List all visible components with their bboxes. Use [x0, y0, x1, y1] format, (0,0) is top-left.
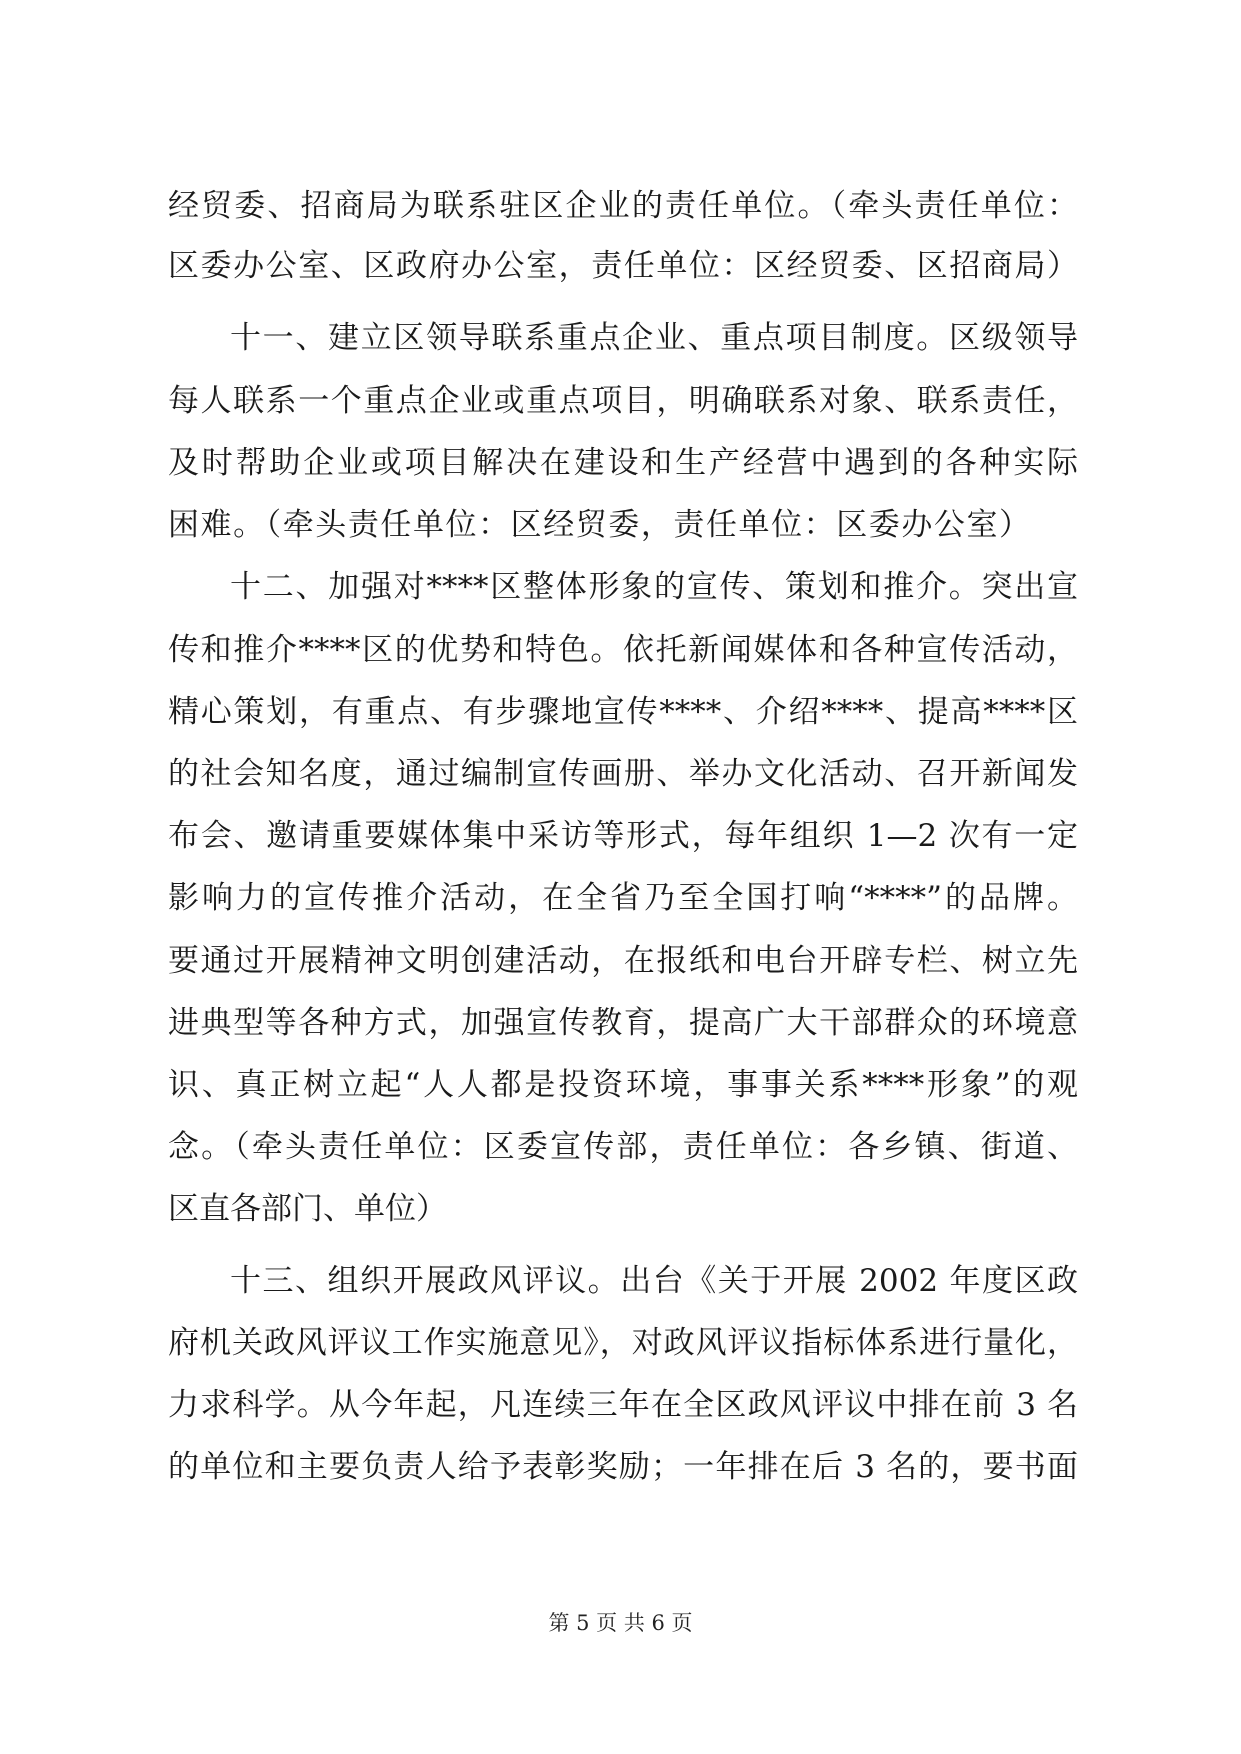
body-line: 经贸委、招商局为联系驻区企业的责任单位。（牵头责任单位： [168, 188, 1078, 224]
paragraph-heading-13: 十三、组织开展政风评议。出台《关于开展 2002 年度区政 [230, 1263, 1078, 1299]
body-line: 的单位和主要负责人给予表彰奖励；一年排在后 3 名的，要书面 [168, 1449, 1078, 1485]
body-line: 的社会知名度，通过编制宣传画册、举办文化活动、召开新闻发 [168, 756, 1078, 792]
paragraph-heading-12: 十二、加强对****区整体形象的宣传、策划和推介。突出宣 [230, 569, 1078, 605]
body-line: 要通过开展精神文明创建活动，在报纸和电台开辟专栏、树立先 [168, 943, 1078, 979]
body-line: 布会、邀请重要媒体集中采访等形式，每年组织 1—2 次有一定 [168, 818, 1078, 854]
body-line: 识、真正树立起“人人都是投资环境，事事关系****形象”的观 [168, 1067, 1078, 1103]
body-line: 力求科学。从今年起，凡连续三年在全区政风评议中排在前 3 名 [168, 1387, 1078, 1423]
body-line: 府机关政风评议工作实施意见》，对政风评议指标体系进行量化， [168, 1325, 1078, 1361]
body-line: 区直各部门、单位） [168, 1191, 447, 1227]
body-line: 及时帮助企业或项目解决在建设和生产经营中遇到的各种实际 [168, 445, 1078, 481]
body-line: 困难。（牵头责任单位：区经贸委，责任单位：区委办公室） [168, 507, 1030, 543]
body-line: 传和推介****区的优势和特色。依托新闻媒体和各种宣传活动， [168, 632, 1078, 668]
body-line: 区委办公室、区政府办公室，责任单位：区经贸委、区招商局） [168, 248, 1078, 284]
body-line: 进典型等各种方式，加强宣传教育，提高广大干部群众的环境意 [168, 1005, 1078, 1041]
body-line: 精心策划，有重点、有步骤地宣传****、介绍****、提高****区 [168, 694, 1078, 730]
body-line: 影响力的宣传推介活动，在全省乃至全国打响“****”的品牌。 [168, 880, 1078, 916]
paragraph-heading-11: 十一、建立区领导联系重点企业、重点项目制度。区级领导 [230, 320, 1078, 356]
body-line: 念。（牵头责任单位：区委宣传部，责任单位：各乡镇、街道、 [168, 1129, 1078, 1165]
page-number-footer: 第 5 页 共 6 页 [548, 1611, 693, 1635]
body-line: 每人联系一个重点企业或重点项目，明确联系对象、联系责任， [168, 383, 1078, 419]
